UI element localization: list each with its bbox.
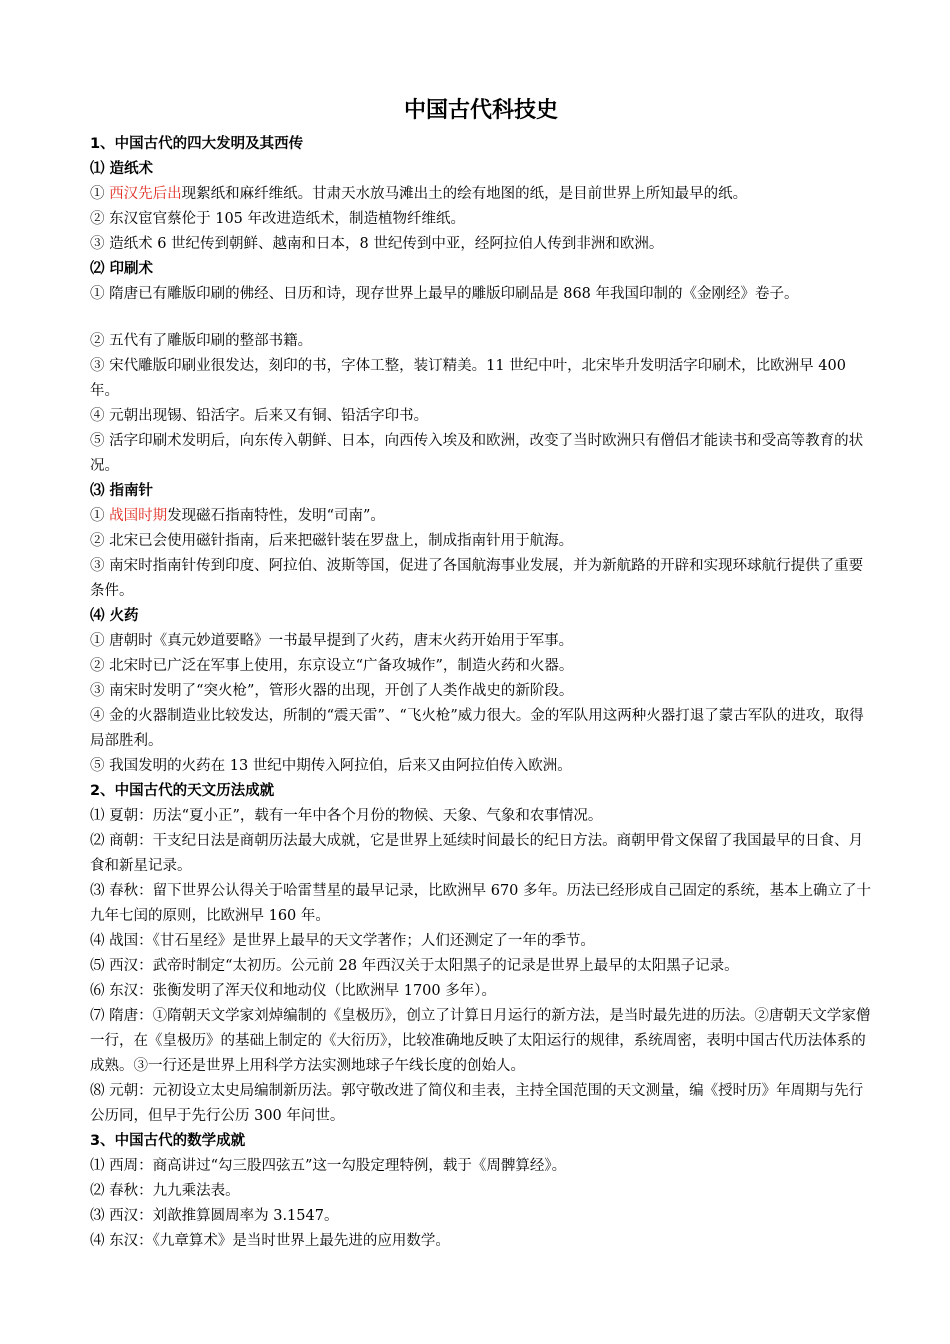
paragraph: ③ 南宋时指南针传到印度、阿拉伯、波斯等国，促进了各国航海事业发展，并为新航路的开辟和实现环球航行提供了重要条件。 (90, 558, 864, 599)
paragraph (90, 182, 872, 207)
paragraph-text: 现絮纸和麻纤维纸。甘肃天水放马滩出土的绘有地图的纸，是目前世界上所知最早的纸。 (181, 186, 748, 202)
paragraph: ⑤ 活字印刷术发明后，向东传入朝鲜、日本，向西传入埃及和欧洲，改变了当时欧洲只有僧侣才能读书和受高等教育的状况。 (90, 433, 864, 474)
paragraph: ⑴ 西周：商高讲过“勾三股四弦五”这一勾股定理特例，载于《周髀算经》。 (90, 1158, 567, 1174)
subheading-compass: ⑶ 指南针 (90, 483, 154, 499)
paragraph: ④ 金的火器制造业比较发达，所制的“震天雷”、“飞火枪”威力很大。金的军队用这两种火器打退了蒙古军队的进攻，取得局部胜利。 (90, 708, 864, 749)
paragraph: ② 北宋已会使用磁针指南，后来把磁针装在罗盘上，制成指南针用于航海。 (90, 533, 574, 549)
paragraph: ⑶ 春秋：留下世界公认得关于哈雷彗星的最早记录，比欧洲早 670 多年。历法已经形成自己固定的系统，基本上确立了十九年七闰的原则，比欧洲早 160 年。 (90, 883, 871, 924)
paragraph: ② 北宋时已广泛在军事上使用，东京设立“广备攻城作”，制造火药和火器。 (90, 658, 574, 674)
paragraph: ⑵ 商朝：干支纪日法是商朝历法最大成就，它是世界上延续时间最长的纪日方法。商朝甲骨文保留了我国最早的日食、月食和新星记录。 (90, 833, 864, 874)
highlight-text: 战国时期 (109, 508, 168, 524)
paragraph: ③ 宋代雕版印刷业很发达，刻印的书，字体工整，装订精美。11 世纪中叶，北宋毕升发明活字印刷术，比欧洲早 400 年。 (90, 358, 846, 399)
paragraph: ⑸ 西汉：武帝时制定“太初历。公元前 28 年西汉关于太阳黑子的记录是世界上最早的太阳黑子记录。 (90, 958, 739, 974)
paragraph (90, 504, 872, 529)
subheading-printing: ⑵ 印刷术 (90, 261, 154, 277)
paragraph: ⑹ 东汉：张衡发明了浑天仪和地动仪（比欧洲早 1700 多年）。 (90, 983, 496, 999)
blank-line (90, 307, 872, 329)
list-marker: ① (90, 186, 110, 202)
section-heading-astronomy: 2、中国古代的天文历法成就 (90, 783, 275, 799)
paragraph: ③ 造纸术 6 世纪传到朝鲜、越南和日本，8 世纪传到中亚，经阿拉伯人传到非洲和欧洲。 (90, 236, 664, 252)
paragraph: ⑤ 我国发明的火药在 13 世纪中期传入阿拉伯，后来又由阿拉伯传入欧洲。 (90, 758, 572, 774)
list-marker: ① (90, 508, 110, 524)
section-heading-mathematics: 3、中国古代的数学成就 (90, 1133, 246, 1149)
paragraph: ② 五代有了雕版印刷的整部书籍。 (90, 333, 313, 349)
paragraph: ② 东汉宦官蔡伦于 105 年改进造纸术，制造植物纤维纸。 (90, 211, 466, 227)
paragraph: ③ 南宋时发明了“突火枪”，管形火器的出现，开创了人类作战史的新阶段。 (90, 683, 574, 699)
paragraph: ⑷ 东汉：《九章算术》是当时世界上最先进的应用数学。 (90, 1233, 450, 1249)
paragraph: ⑺ 隋唐：①隋朝天文学家刘焯编制的《皇极历》，创立了计算日月运行的新方法，是当时最先进的历法。②唐朝天文学家僧一行，在《皇极历》的基础上制定的《大衍历》，比较准确地反映了太阳运行的规律，系统周密，表明中国古代历法体系的成熟。③一行还是世界上用科学方法实测地球子午线长度的创始人。 (90, 1008, 871, 1074)
subheading-gunpowder: ⑷ 火药 (90, 608, 139, 624)
paragraph: ⑻ 元朝：元初设立太史局编制新历法。郭守敬改进了简仪和圭表，主持全国范围的天文测量，编《授时历》年周期与先行公历同，但早于先行公历 300 年问世。 (90, 1083, 864, 1124)
paragraph: ① 隋唐已有雕版印刷的佛经、日历和诗，现存世界上最早的雕版印刷品是 868 年我国印制的《金刚经》卷子。 (90, 286, 799, 302)
paragraph: ⑵ 春秋：九九乘法表。 (90, 1183, 240, 1199)
paragraph: ① 唐朝时《真元妙道要略》一书最早提到了火药，唐末火药开始用于军事。 (90, 633, 574, 649)
paragraph: ⑶ 西汉：刘歆推算圆周率为 3.1547。 (90, 1208, 339, 1224)
paragraph: ④ 元朝出现锡、铅活字。后来又有铜、铅活字印书。 (90, 408, 429, 424)
section-heading-four-inventions: 1、中国古代的四大发明及其西传 (90, 136, 304, 152)
paragraph: ⑴ 夏朝：历法“夏小正”，载有一年中各个月份的物候、天象、气象和农事情况。 (90, 808, 603, 824)
highlight-text: 西汉先后出 (109, 186, 182, 202)
paragraph: ⑷ 战国：《甘石星经》是世界上最早的天文学著作；人们还测定了一年的季节。 (90, 933, 595, 949)
page-title: 中国古代科技史 (403, 98, 558, 123)
paragraph-text: 发现磁石指南特性，发明“司南”。 (167, 508, 385, 524)
subheading-papermaking: ⑴ 造纸术 (90, 161, 154, 177)
